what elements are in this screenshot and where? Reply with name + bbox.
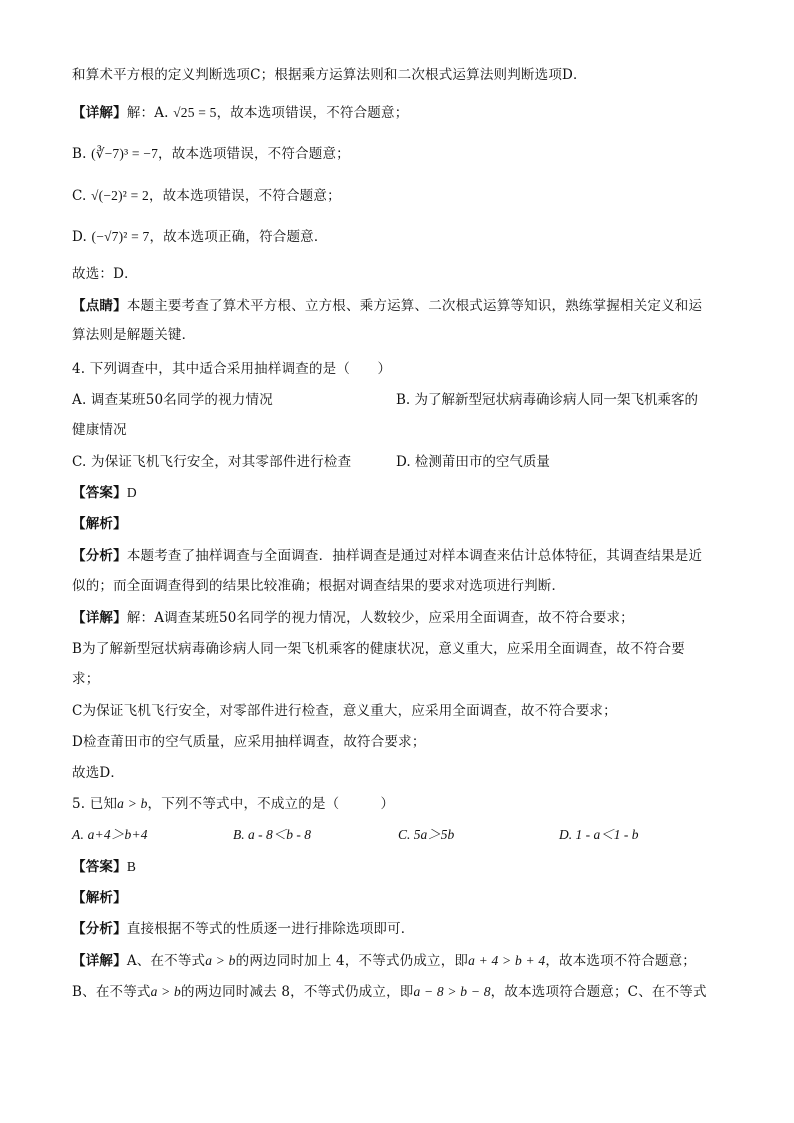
text-line: 【分析】直接根据不等式的性质逐一进行排除选项即可． xyxy=(72,921,415,937)
math-expression: (−√7)² = 7 xyxy=(91,229,150,244)
text-line: D检查莆田市的空气质量，应采用抽样调查，故符合要求； xyxy=(72,734,426,750)
text-line: 算法则是解题关键． xyxy=(72,327,196,343)
answer-line: 【答案】D xyxy=(72,485,137,501)
label-detail: 【详解】 xyxy=(72,610,127,626)
option-b: B. a - 8＜b - 8 xyxy=(233,827,311,842)
option-d: D. 1 - a＜1 - b xyxy=(559,827,639,842)
text-line: 故选D． xyxy=(72,765,125,781)
option-b-cont: 健康情况 xyxy=(72,422,127,438)
option-d: D. 检测莆田市的空气质量 xyxy=(396,454,550,470)
label-remark: 【点睛】 xyxy=(72,298,127,314)
question-5: 5. 已知a > b，下列不等式中，不成立的是（ ） xyxy=(72,796,395,812)
option-c: C. 为保证飞机飞行安全，对其零部件进行检查 xyxy=(72,454,352,470)
text-line: 求； xyxy=(72,671,100,687)
text-line: 似的；而全面调查得到的结果比较准确；根据对调查结果的要求对选项进行判断． xyxy=(72,578,566,594)
text-line: B、在不等式a > b的两边同时减去 8，不等式仍成立，即a − 8 > b − 8，故本选项符合题意；C、在不等式 xyxy=(72,984,707,1000)
math-expression: a > b xyxy=(117,796,148,811)
text-line: 和算术平方根的定义判断选项C；根据乘方运算法则和二次根式运算法则判断选项D． xyxy=(72,67,587,83)
text-line: 【详解】解：A. √25 = 5，故本选项错误，不符合题意； xyxy=(72,105,409,121)
label-analysis: 【解析】 xyxy=(72,890,127,906)
question-4: 4. 下列调查中，其中适合采用抽样调查的是（ ） xyxy=(72,361,392,377)
math-expression: √(−2)² = 2 xyxy=(91,188,149,203)
math-expression: √25 = 5 xyxy=(173,105,217,120)
label-detail: 【详解】 xyxy=(72,953,127,969)
label-analyze: 【分析】 xyxy=(72,548,127,564)
text-line: C为保证飞机飞行安全，对零部件进行检查，意义重大，应采用全面调查，故不符合要求； xyxy=(72,703,617,719)
text-line: D. (−√7)² = 7，故本选项正确，符合题意． xyxy=(72,229,328,245)
option-a: A. 调查某班50名同学的视力情况 xyxy=(72,392,273,408)
text-line: B. (∛−7)³ = −7，故本选项错误，不符合题意； xyxy=(72,146,350,162)
text-line: 【详解】解：A调查某班50名同学的视力情况，人数较少，应采用全面调查，故不符合要求； xyxy=(72,610,634,626)
text-line: 故选：D． xyxy=(72,266,138,282)
math-expression: (∛−7)³ = −7 xyxy=(91,146,159,161)
answer-line: 【答案】B xyxy=(72,859,137,875)
text-line: 【点睛】本题主要考查了算术平方根、立方根、乘方运算、二次根式运算等知识，熟练掌握相关定义和运 xyxy=(72,298,703,314)
label-detail: 【详解】 xyxy=(72,105,127,121)
text-line: 【详解】A、在不等式a > b的两边同时加上 4，不等式仍成立，即a + 4 > b + 4，故本选项不符合题意； xyxy=(72,953,697,969)
option-c: C. 5a＞5b xyxy=(398,827,455,842)
label-analyze: 【分析】 xyxy=(72,921,127,937)
text-line: 【分析】本题考查了抽样调查与全面调查．抽样调查是通过对样本调查来估计总体特征，其调查结果是近 xyxy=(72,548,703,564)
text-line: B为了解新型冠状病毒确诊病人同一架飞机乘客的健康状况，意义重大，应采用全面调查，故不符合要 xyxy=(72,641,685,657)
option-b: B. 为了解新型冠状病毒确诊病人同一架飞机乘客的 xyxy=(396,392,699,408)
option-a: A. a+4＞b+4 xyxy=(72,827,148,842)
label-answer: 【答案】 xyxy=(72,485,127,501)
label-analysis: 【解析】 xyxy=(72,516,127,532)
text-line: C. √(−2)² = 2，故本选项错误，不符合题意； xyxy=(72,188,341,204)
label-answer: 【答案】 xyxy=(72,859,127,875)
